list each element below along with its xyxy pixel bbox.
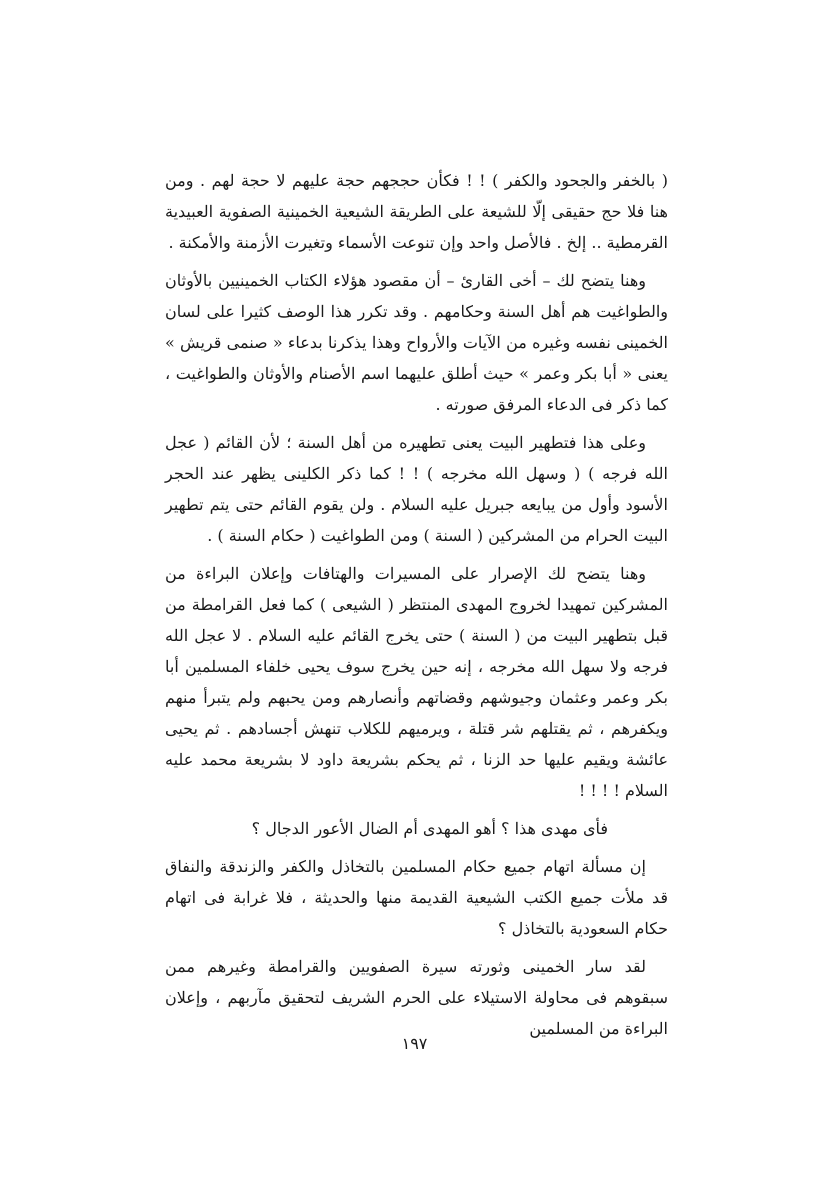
paragraph-2: وهنا يتضح لك – أخى القارئ – أن مقصود هؤلاء الكتاب الخمينيين بالأوثان والطواغيت هم أهل السنة وحكامهم . وقد تكرر هذا الوصف كثيرا على لسان الخمينى نفسه وغيره من الآيات والأرواح وهذا يذكرنا بدعاء « صنمى قريش » يعنى « أبا بكر وعمر » حيث أطلق عليهما اسم الأصنام والأوثان والطواغيت ، كما ذكر فى الدعاء المرفق صورته . (165, 271, 668, 414)
body-text (165, 165, 668, 1051)
page-number: ١٩٧ (401, 1034, 428, 1053)
paragraph-1: ( بالخفر والجحود والكفر ) ! ! فكأن حججهم حجة عليهم لا حجة لهم . ومن هنا فلا حج حقيقى إلّا للشيعة على الطريقة الشيعية الخمينية الصفوية العبيدية القرمطية .. إلخ . فالأصل واحد وإن تنوعت الأسماء وتغيرت الأزمنة والأمكنة . (165, 171, 668, 252)
paragraph-6: إن مسألة اتهام جميع حكام المسلمين بالتخاذل والكفر والزندقة والنفاق قد ملأت جميع الكتب الشيعية القديمة منها والحديثة ، فلا غرابة فى اتهام حكام السعودية بالتخاذل ؟ (165, 857, 668, 938)
paragraph-7: لقد سار الخمينى وثورته سيرة الصفويين والقرامطة وغيرهم ممن سبقوهم فى محاولة الاستيلاء على الحرم الشريف لتحقيق مآربهم ، وإعلان البراءة من المسلمين (165, 957, 668, 1038)
paragraph-3: وعلى هذا فتطهير البيت يعنى تطهيره من أهل السنة ؛ لأن القائم ( عجل الله فرجه ) ( وسهل الله مخرجه ) ! ! كما ذكر الكلينى يظهر عند الحجر الأسود وأول من يبايعه جبريل عليه السلام . ولن يقوم القائم حتى يتم تطهير البيت الحرام من المشركين ( السنة ) ومن الطواغيت ( حكام السنة ) . (165, 433, 668, 545)
paragraph-4: وهنا يتضح لك الإصرار على المسيرات والهتافات وإعلان البراءة من المشركين تمهيدا لخروج المهدى المنتظر ( الشيعى ) كما فعل القرامطة من قبل بتطهير البيت من ( السنة ) حتى يخرج القائم عليه السلام . لا عجل الله فرجه ولا سهل الله مخرجه ، إنه حين يخرج سوف يحيى خلفاء المسلمين أبا بكر وعمر وعثمان وجيوشهم وقضاتهم وأنصارهم ومن يحبهم ولم يتبرأ منهم ويكفرهم ، ثم يقتلهم شر قتلة ، ويرميهم للكلاب تنهش أجسادهم . ثم يحيى عائشة ويقيم عليها حد الزنا ، ثم يحكم بشريعة داود لا بشريعة محمد عليه السلام ! ! ! ! (165, 564, 668, 800)
paragraph-5: فأى مهدى هذا ؟ أهو المهدى أم الضال الأعور الدجال ؟ (251, 819, 608, 838)
